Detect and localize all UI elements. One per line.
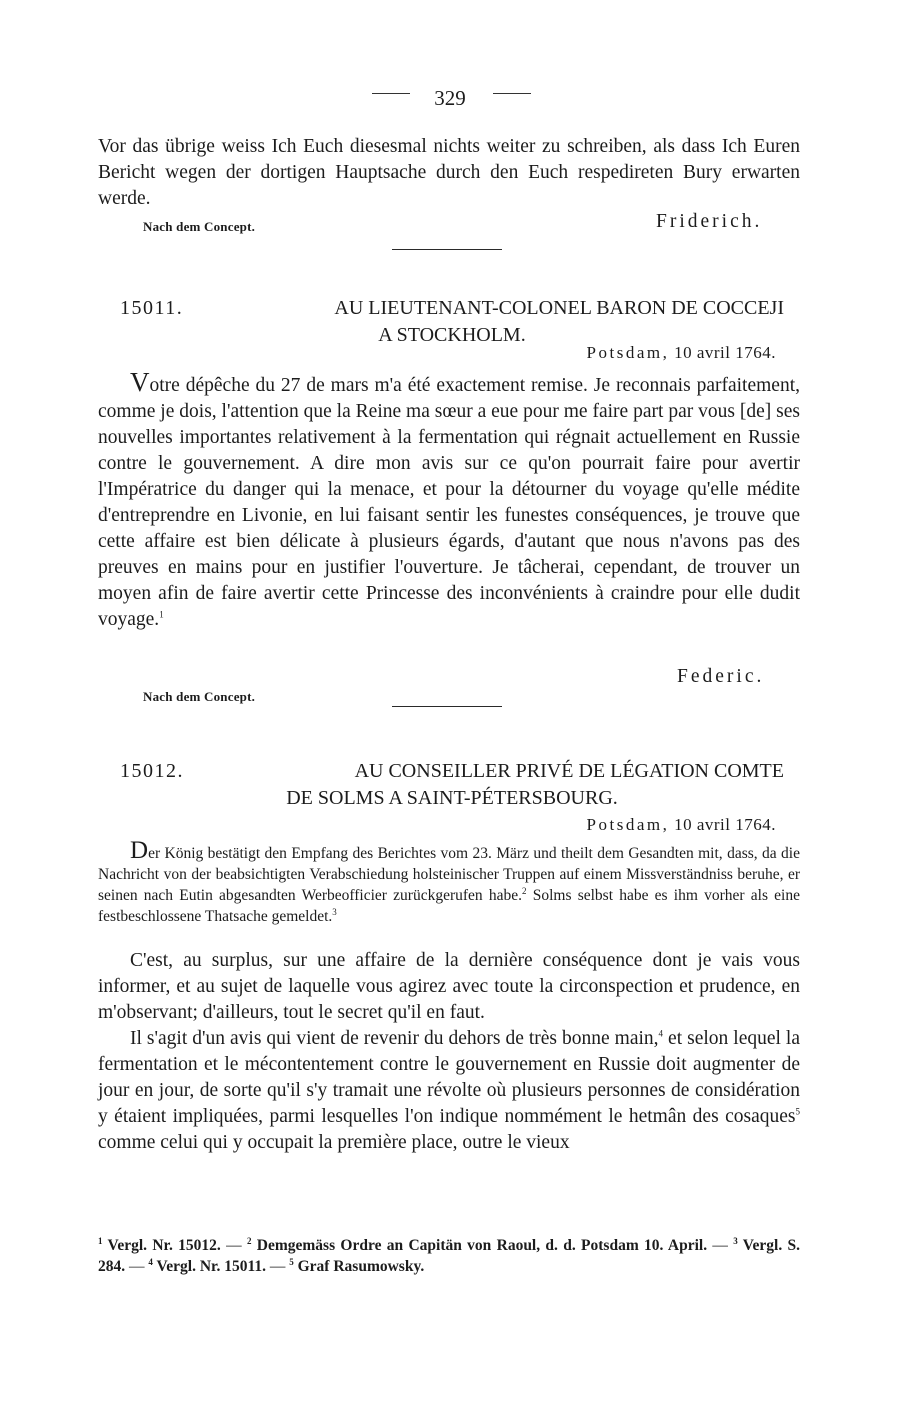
recipient-line-1: AU LIEUTENANT-COLONEL BARON DE COCCEJI	[334, 297, 784, 319]
letter-number: 15011.	[120, 297, 184, 319]
header-rule-right	[493, 93, 531, 94]
summary-part: Solms selbst habe es ihm vorher als eine festbeschlossene Thatsache gemeldet.	[98, 887, 800, 925]
section-divider	[392, 706, 502, 707]
recipient-line-2: A STOCKHOLM.	[378, 324, 526, 346]
footnote-text: Vergl. Nr. 15011.	[156, 1258, 266, 1275]
place-date	[587, 343, 776, 363]
footnote-number: 4	[148, 1256, 153, 1267]
footnote-block	[98, 1235, 800, 1277]
footnote-number: 5	[289, 1256, 294, 1267]
recipient-line-2: DE SOLMS A SAINT-PÉTERSBOURG.	[286, 787, 618, 809]
place: Potsdam,	[586, 343, 670, 362]
footnote-number: 2	[246, 1235, 252, 1246]
footnote-ref: 3	[332, 906, 337, 917]
footnote-text: Vergl. S. 284.	[98, 1237, 801, 1275]
paragraph-part: comme celui qui y occupait la première place, outre le vieux	[98, 1132, 570, 1153]
paragraph-part: et selon lequel la fermentation et le mécontentement contre le gouvernement en Russie doit augmenter de jour en jour, de sorte qu'il s'y tramait une révolte où plusieurs personnes de considération y étaient impliquées, parmi lesquelles l'on indique nommément le hetmân des cosaques	[98, 1028, 801, 1127]
source-note: Nach dem Concept.	[143, 219, 256, 234]
recipient-line-1: AU CONSEILLER PRIVÉ DE LÉGATION COMTE	[354, 760, 784, 782]
letter-summary-15012	[98, 837, 800, 927]
footnote-number: 1	[98, 1235, 103, 1246]
source-note: Nach dem Concept.	[143, 689, 256, 704]
footnote-ref: 4	[658, 1028, 664, 1039]
paragraph	[98, 1026, 800, 1156]
footnote-separator: —	[226, 1237, 242, 1254]
summary-part: er König bestätigt den Empfang des Berichtes vom 23. März und theilt dem Gesandten mit, dass, da die Nachricht von der beabsichtigten Verabschiedung holsteinischer Truppen auf einem Missverständniss beruhe, er seinen nach Eutin abgesandten Werbeofficier zurückgerufen habe.	[98, 845, 800, 904]
date: 10 avril 1764.	[674, 343, 776, 362]
drop-capital: D	[130, 837, 149, 864]
letter-heading-15011	[120, 295, 784, 349]
signature-friderich: Friderich.	[656, 211, 763, 232]
drop-capital: V	[130, 367, 150, 397]
footnote-text: Demgemäss Ordre an Capitän von Raoul, d. d. Potsdam 10. April.	[256, 1237, 708, 1254]
paragraph: C'est, au surplus, sur une affaire de la dernière conséquence dont je vais vous informer, et au sujet de laquelle vous agirez avec toute la circonspection et prudence, en m'observant; d'ailleurs, tout le secret qu'il en faut.	[98, 950, 800, 1023]
letter-body-15012	[98, 948, 800, 1156]
letter-body-15011	[98, 369, 800, 633]
letter-heading-15012	[120, 758, 784, 812]
footnote-ref: 1	[159, 609, 164, 620]
footnote-ref: 2	[522, 885, 527, 896]
footnote-separator: —	[712, 1237, 728, 1254]
letter-number: 15012.	[120, 760, 184, 782]
footnote-text: Graf Rasumowsky.	[297, 1258, 425, 1275]
footnote-text: Vergl. Nr. 15012.	[107, 1237, 221, 1254]
place: Potsdam,	[586, 815, 670, 834]
section-divider	[392, 249, 502, 250]
signature-federic: Federic.	[677, 666, 765, 687]
place-date	[587, 815, 776, 835]
continuation-paragraph	[98, 134, 800, 212]
continuation-text: Vor das übrige weiss Ich Euch diesesmal nichts weiter zu schreiben, als dass Ich Euren Bericht wegen der dortigen Hauptsache durch den Euch respedireten Bury erwarten werde.	[98, 136, 800, 209]
footnotes	[98, 1235, 800, 1277]
body-text: otre dépêche du 27 de mars m'a été exactement remise. Je reconnais parfaitement, comme je dois, l'attention que la Reine ma sœur a eue pour me faire part par vous [de] ses nouvelles importantes relativement à la fermentation qui régnait actuellement en Russie contre le gouvernement. A dire mon avis sur ce qu'on pourrait faire pour avertir l'Impératrice du danger qui la menace, et pour la détourner du voyage qu'elle médite d'entreprendre en Livonie, en lui faisant sentir les funestes conséquences, je trouve que cette affaire est bien délicate à plusieurs égards, d'autant que nous n'avons pas des preuves en mains pour en justifier l'ouverture. Je tâcherai, cependant, de trouver un moyen afin de faire avertir cette Princesse des inconvénients à craindre pour elle dudit voyage.	[98, 375, 800, 630]
footnote-separator: —	[269, 1258, 286, 1275]
footnote-ref: 5	[795, 1106, 800, 1117]
summary-text	[98, 837, 800, 927]
letter-body-text	[98, 369, 800, 633]
date: 10 avril 1764.	[674, 815, 776, 834]
footnote-separator: —	[129, 1258, 145, 1275]
footnote-number: 3	[733, 1235, 738, 1246]
page-number: 329	[434, 86, 466, 110]
paragraph-part: Il s'agit d'un avis qui vient de revenir du dehors de très bonne main,	[130, 1028, 659, 1049]
